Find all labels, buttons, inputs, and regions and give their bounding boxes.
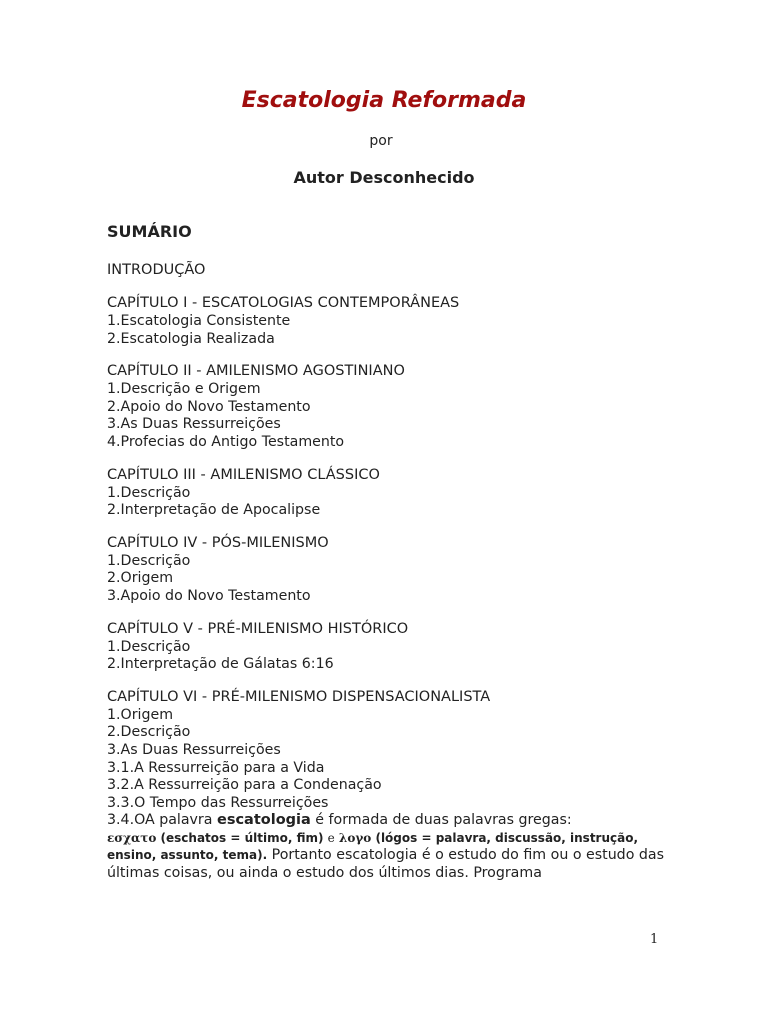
chapter-item: 4.Profecias do Antigo Testamento bbox=[107, 433, 345, 450]
paragraph-prefix: 3.4.OA palavra bbox=[107, 812, 217, 829]
chapter-item: 1.Origem bbox=[107, 706, 174, 723]
toc-intro: INTRODUÇÃO bbox=[107, 262, 206, 278]
chapter-item: 1.Descrição bbox=[107, 552, 191, 569]
by-line: por bbox=[369, 133, 393, 149]
conjunction-e: e bbox=[327, 830, 335, 845]
chapter-item: 2.Origem bbox=[107, 570, 174, 587]
paragraph-rest: Portanto escatologia é o estudo do fim ou o estudo das últimas coisas, ou ainda o estudo dos últimos dias. Programa bbox=[107, 847, 664, 882]
chapter-item: 3.3.O Tempo das Ressurreições bbox=[107, 794, 329, 811]
gloss-logos: (lógos = palavra, discussão, instrução, ensino, assunto, tema). bbox=[107, 830, 639, 863]
chapter-item: 3.As Duas Ressurreições bbox=[107, 416, 281, 433]
document-title: Escatologia Reformada bbox=[241, 88, 527, 113]
chapter-item: 3.As Duas Ressurreições bbox=[107, 741, 281, 758]
chapter-item: 1.Descrição bbox=[107, 638, 191, 655]
chapter-1 bbox=[107, 294, 667, 348]
chapter-title: CAPÍTULO III - AMILENISMO CLÁSSICO bbox=[107, 466, 380, 483]
paragraph-middle: é formada de duas palavras gregas: bbox=[310, 812, 572, 829]
chapter-item: 2.Interpretação de Gálatas 6:16 bbox=[107, 656, 334, 673]
chapter-title: CAPÍTULO IV - PÓS-MILENISMO bbox=[107, 534, 329, 551]
chapter-item: 2.Escatologia Realizada bbox=[107, 330, 275, 347]
author-name: Autor Desconhecido bbox=[293, 168, 475, 187]
chapter-title: CAPÍTULO II - AMILENISMO AGOSTINIANO bbox=[107, 363, 405, 380]
chapter-item: 1.Descrição e Origem bbox=[107, 381, 261, 398]
chapter-6 bbox=[107, 688, 667, 883]
chapter-title: CAPÍTULO VI - PRÉ-MILENISMO DISPENSACIONALISTA bbox=[107, 688, 491, 705]
greek-word-logo: λογο bbox=[334, 830, 372, 845]
chapter-2 bbox=[107, 362, 667, 451]
chapter-item: 3.1.A Ressurreição para a Vida bbox=[107, 759, 325, 776]
chapter-item: 3.Apoio do Novo Testamento bbox=[107, 587, 311, 604]
chapter-item: 2.Apoio do Novo Testamento bbox=[107, 398, 311, 415]
body-paragraph bbox=[107, 812, 667, 882]
chapter-item: 1.Descrição bbox=[107, 484, 191, 501]
chapter-4 bbox=[107, 534, 667, 606]
toc-heading: SUMÁRIO bbox=[107, 222, 192, 241]
keyword-escatologia: escatologia bbox=[216, 812, 311, 829]
page-number: 1 bbox=[650, 932, 659, 947]
chapter-item: 3.2.A Ressurreição para a Condenação bbox=[107, 777, 382, 794]
chapter-5 bbox=[107, 620, 667, 674]
chapter-item: 2.Interpretação de Apocalipse bbox=[107, 502, 321, 519]
chapter-title: CAPÍTULO I - ESCATOLOGIAS CONTEMPORÂNEAS bbox=[107, 295, 460, 311]
greek-word-eschato: εσχατο bbox=[107, 830, 157, 845]
gloss-eschatos: (eschatos = último, fim) bbox=[156, 830, 328, 845]
table-of-contents bbox=[107, 222, 667, 883]
chapter-title: CAPÍTULO V - PRÉ-MILENISMO HISTÓRICO bbox=[107, 620, 409, 637]
chapter-3 bbox=[107, 466, 667, 520]
chapter-item: 2.Descrição bbox=[107, 724, 191, 741]
chapter-item: 1.Escatologia Consistente bbox=[107, 313, 291, 329]
